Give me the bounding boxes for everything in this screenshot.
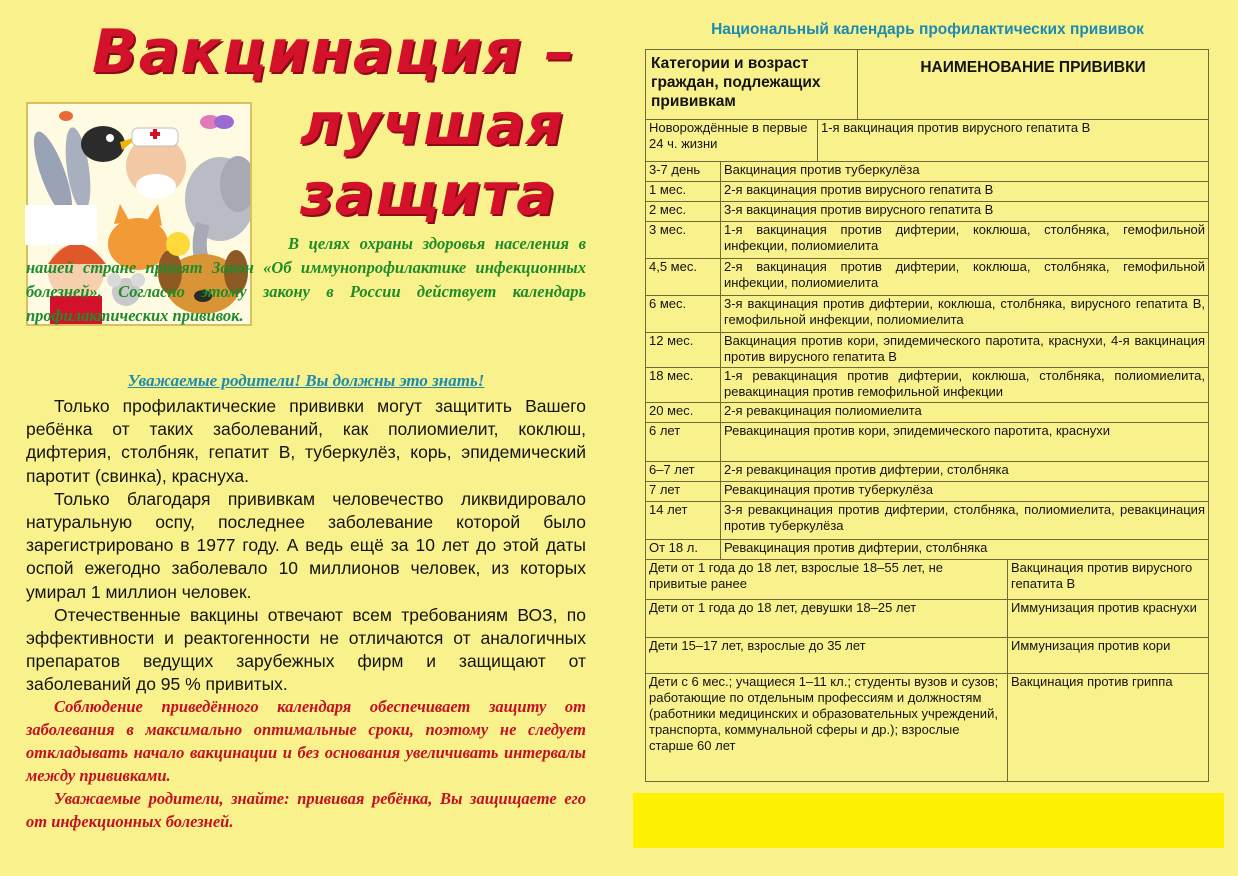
vaccine-cell: Вакцинация против туберкулёза — [721, 162, 1209, 182]
table-row — [646, 482, 1209, 502]
vaccine-cell: Иммунизация против кори — [1008, 638, 1209, 674]
age-cell: 12 мес. — [646, 333, 721, 368]
age-cell: 1 мес. — [646, 182, 721, 202]
table-row — [646, 674, 1209, 782]
table-row — [646, 403, 1209, 423]
table-row — [646, 423, 1209, 462]
table-row — [646, 368, 1209, 403]
table-row — [646, 638, 1209, 674]
table-row — [646, 182, 1209, 202]
body-paragraph: Только профилактические прививки могут защитить Вашего ребёнка от таких заболеваний, как полиомиелит, коклюш, дифтерия, столбняк, гепатит В, туберкулёз, корь, эпидемический паротит (свинка), краснуха. — [26, 396, 586, 486]
age-cell: 4,5 мес. — [646, 259, 721, 296]
table-row — [646, 202, 1209, 222]
vaccine-cell: Вакцинация против гриппа — [1008, 674, 1209, 782]
group-cell: Дети от 1 года до 18 лет, взрослые 18–55 лет, не привитые ранее — [646, 560, 1008, 600]
age-cell: 3-7 день — [646, 162, 721, 182]
age-cell: 20 мес. — [646, 403, 721, 423]
parents-heading: Уважаемые родители! Вы должны это знать! — [127, 371, 485, 390]
yellow-highlight-box — [633, 793, 1224, 848]
group-cell: Дети с 6 мес.; учащиеся 1–11 кл.; студенты вузов и сузов; работающие по отдельным профессиям и должностям (работники медицинских и образовательных учреждений, транспорта, коммунальной сферы и др.); взрослые старше 60 лет — [646, 674, 1008, 782]
intro-text: В целях охраны здоровья населения в нашей стране принят Закон «Об иммунопрофилактике инфекционных болезней». Согласно этому закону в России действует календарь профилактических прививок. — [26, 234, 586, 325]
group-cell: Дети 15–17 лет, взрослые до 35 лет — [646, 638, 1008, 674]
vaccine-cell: 3-я вакцинация против дифтерии, коклюша, столбняка, вирусного гепатита В, гемофильной инфекции, полиомиелита — [721, 296, 1209, 333]
body-text — [26, 395, 586, 697]
table-header-row — [646, 50, 1209, 120]
table-row — [646, 560, 1209, 600]
table-row — [646, 120, 1209, 162]
vaccination-calendar-table — [645, 49, 1209, 782]
table-row — [646, 259, 1209, 296]
body-paragraph: Только благодаря прививкам человечество ликвидировало натуральную оспу, последнее заболевание которой было зарегистрировано в 1977 году. А ведь ещё за 10 лет до этой даты оспой ежегодно заболевало 10 миллионов человек, из которых умирал 1 миллион человек. — [26, 488, 586, 602]
warning-paragraph: Соблюдение приведённого календаря обеспечивает защиту от заболевания в максимально оптимальные сроки, поэтому не следует откладывать начало вакцинации и без основания увеличивать интервалы между прививками. — [26, 697, 586, 785]
age-cell: 14 лет — [646, 502, 721, 540]
age-cell: 6 мес. — [646, 296, 721, 333]
calendar-title: Национальный календарь профилактических прививок — [711, 21, 1144, 38]
vaccine-cell: 1-я вакцинация против вирусного гепатита В — [818, 120, 1209, 162]
vaccine-cell: Иммунизация против краснухи — [1008, 600, 1209, 638]
vaccine-cell: 2-я ревакцинация полиомиелита — [721, 403, 1209, 423]
age-cell: 3 мес. — [646, 222, 721, 259]
closing-paragraph: Уважаемые родители, знайте: прививая ребёнка, Вы защищаете его от инфекционных болезней. — [26, 789, 586, 831]
vaccine-cell: 1-я ревакцинация против дифтерии, коклюша, столбняка, полиомиелита, ревакцинация против гемофильной инфекции — [721, 368, 1209, 403]
title-line-3: защита — [300, 160, 557, 228]
age-cell: Новорождённые в первые 24 ч. жизни — [646, 120, 818, 162]
age-cell: 18 мес. — [646, 368, 721, 403]
intro-paragraph — [26, 232, 586, 328]
vaccine-cell: Ревакцинация против кори, эпидемического паротита, краснухи — [721, 423, 1209, 462]
vaccine-cell: 1-я вакцинация против дифтерии, коклюша, столбняка, гемофильной инфекции, полиомиелита — [721, 222, 1209, 259]
age-cell: 6 лет — [646, 423, 721, 462]
vaccine-cell: Вакцинация против кори, эпидемического паротита, краснухи, 4-я вакцинация против вирусного гепатита В — [721, 333, 1209, 368]
vaccine-cell: 2-я вакцинация против дифтерии, коклюша, столбняка, гемофильной инфекции, полиомиелита — [721, 259, 1209, 296]
warning-text — [26, 695, 586, 833]
age-cell: 6–7 лет — [646, 462, 721, 482]
table-row — [646, 462, 1209, 482]
vaccine-cell: Ревакцинация против туберкулёза — [721, 482, 1209, 502]
title-line-1: Вакцинация – — [92, 17, 576, 87]
vaccine-cell: 3-я ревакцинация против дифтерии, столбняка, полиомиелита, ревакцинация против туберкулёза — [721, 502, 1209, 540]
table-row — [646, 540, 1209, 560]
age-cell: 2 мес. — [646, 202, 721, 222]
vaccine-cell: 2-я ревакцинация против дифтерии, столбняка — [721, 462, 1209, 482]
age-cell: От 18 л. — [646, 540, 721, 560]
header-vaccine-name: НАИМЕНОВАНИЕ ПРИВИВКИ — [858, 50, 1209, 120]
vaccine-cell: Ревакцинация против дифтерии, столбняка — [721, 540, 1209, 560]
vaccine-cell: 3-я вакцинация против вирусного гепатита В — [721, 202, 1209, 222]
vaccine-cell: 2-я вакцинация против вирусного гепатита В — [721, 182, 1209, 202]
age-cell: 7 лет — [646, 482, 721, 502]
table-row — [646, 296, 1209, 333]
title-line-2: лучшая — [300, 90, 565, 158]
table-row — [646, 222, 1209, 259]
table-row — [646, 600, 1209, 638]
body-paragraph: Отечественные вакцины отвечают всем требованиям ВОЗ, по эффективности и реактогенности не отличаются от аналогичных препаратов ведущих зарубежных фирм и защищают от заболеваний до 95 % привитых. — [26, 604, 586, 695]
table-row — [646, 502, 1209, 540]
table-row — [646, 162, 1209, 182]
group-cell: Дети от 1 года до 18 лет, девушки 18–25 лет — [646, 600, 1008, 638]
header-categories: Категории и возраст граждан, подлежащих прививкам — [646, 50, 858, 120]
vaccine-cell: Вакцинация против вирусного гепатита В — [1008, 560, 1209, 600]
table-row — [646, 333, 1209, 368]
